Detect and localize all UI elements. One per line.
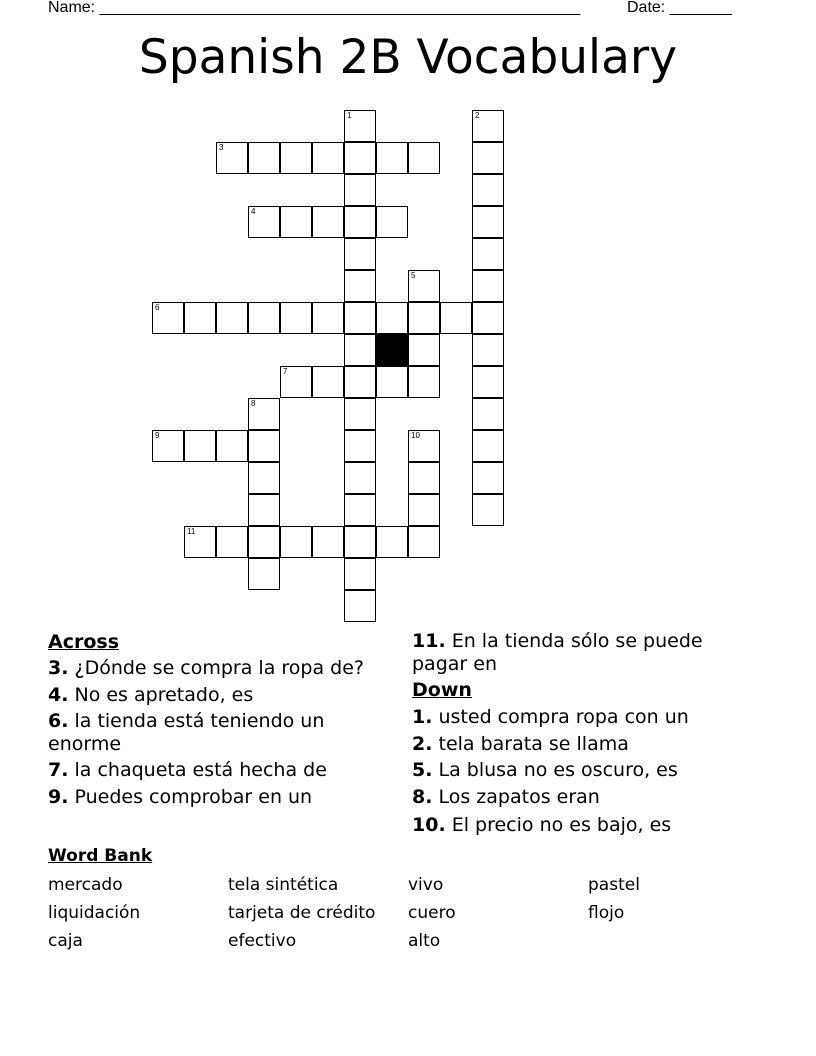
crossword-cell[interactable] xyxy=(248,142,280,174)
word-bank-item: tarjeta de crédito xyxy=(228,903,376,923)
crossword-cell[interactable] xyxy=(472,174,504,206)
word-bank-item: vivo xyxy=(408,875,444,895)
crossword-cell[interactable] xyxy=(312,206,344,238)
crossword-cell[interactable] xyxy=(280,142,312,174)
crossword-cell[interactable] xyxy=(248,558,280,590)
crossword-cell[interactable] xyxy=(472,334,504,366)
clue-number: 2. xyxy=(412,733,433,755)
crossword-cell[interactable] xyxy=(408,430,440,462)
crossword-cell[interactable] xyxy=(216,430,248,462)
clue-number-label: 3 xyxy=(219,143,224,152)
name-field[interactable]: Name: ______________________________________________________ xyxy=(48,0,581,16)
clue-number-label: 8 xyxy=(251,399,256,408)
down-clue xyxy=(412,813,742,838)
clue-text: El precio no es bajo, es xyxy=(445,814,672,836)
word-bank-item: efectivo xyxy=(228,931,297,951)
clue-number: 5. xyxy=(412,759,433,781)
clue-text: En la tienda sólo se puede pagar en xyxy=(412,630,703,675)
clue-number-label: 1 xyxy=(347,111,352,120)
crossword-cell[interactable] xyxy=(216,526,248,558)
crossword-cell[interactable] xyxy=(184,302,216,334)
crossword-cell[interactable] xyxy=(344,558,376,590)
date-field[interactable]: Date: _______ xyxy=(627,0,732,16)
crossword-cell[interactable] xyxy=(344,302,376,334)
across-clue xyxy=(48,785,388,810)
clue-number-label: 10 xyxy=(411,431,420,440)
crossword-cell[interactable] xyxy=(344,430,376,462)
across-clue xyxy=(48,710,388,756)
crossword-cell[interactable] xyxy=(472,110,504,142)
crossword-cell[interactable] xyxy=(344,334,376,366)
crossword-cell[interactable] xyxy=(408,526,440,558)
crossword-cell[interactable] xyxy=(440,302,472,334)
across-clue xyxy=(48,656,388,681)
crossword-cell[interactable] xyxy=(472,142,504,174)
crossword-cell[interactable] xyxy=(376,206,408,238)
crossword-cell[interactable] xyxy=(312,302,344,334)
crossword-cell[interactable] xyxy=(344,174,376,206)
crossword-cell[interactable] xyxy=(344,526,376,558)
page-title: Spanish 2B Vocabulary xyxy=(138,30,678,85)
crossword-cell[interactable] xyxy=(280,526,312,558)
clue-number-label: 2 xyxy=(475,111,480,120)
word-bank-item: mercado xyxy=(48,875,123,895)
clue-number: 1. xyxy=(412,706,433,728)
crossword-cell[interactable] xyxy=(472,238,504,270)
word-bank-item: alto xyxy=(408,931,441,951)
crossword-cell[interactable] xyxy=(408,334,440,366)
crossword-cell[interactable] xyxy=(344,206,376,238)
down-clue xyxy=(412,758,742,783)
down-heading: Down xyxy=(412,679,472,701)
crossword-cell[interactable] xyxy=(216,302,248,334)
crossword-cell[interactable] xyxy=(472,494,504,526)
clue-number: 3. xyxy=(48,657,69,679)
crossword-cell[interactable] xyxy=(344,142,376,174)
clue-text: Puedes comprobar en un xyxy=(68,786,313,808)
clue-number-label: 11 xyxy=(187,527,196,536)
clue-number: 10. xyxy=(412,814,446,836)
crossword-cell[interactable] xyxy=(248,206,280,238)
crossword-cell[interactable] xyxy=(248,462,280,494)
crossword-cell[interactable] xyxy=(152,302,184,334)
clue-text: tela barata se llama xyxy=(432,733,629,755)
crossword-cell[interactable] xyxy=(152,430,184,462)
clue-number-label: 9 xyxy=(155,431,160,440)
crossword-cell[interactable] xyxy=(344,590,376,622)
crossword-cell[interactable] xyxy=(184,526,216,558)
word-bank-item: pastel xyxy=(588,875,640,895)
crossword-cell[interactable] xyxy=(472,430,504,462)
clue-number: 11. xyxy=(412,630,446,652)
across-clue xyxy=(48,758,388,783)
crossword-cell[interactable] xyxy=(472,398,504,430)
clue-number: 4. xyxy=(48,684,69,706)
crossword-cell[interactable] xyxy=(408,302,440,334)
crossword-cell[interactable] xyxy=(248,302,280,334)
crossword-cell[interactable] xyxy=(472,206,504,238)
across-heading: Across xyxy=(48,631,120,653)
clue-number: 7. xyxy=(48,759,69,781)
crossword-cell[interactable] xyxy=(248,398,280,430)
clue-text: ¿Dónde se compra la ropa de? xyxy=(68,657,364,679)
down-clue xyxy=(412,705,742,730)
word-bank-heading: Word Bank xyxy=(48,846,153,866)
clue-number-label: 5 xyxy=(411,271,416,280)
down-clue xyxy=(412,785,742,810)
clue-text: No es apretado, es xyxy=(68,684,254,706)
crossword-cell[interactable] xyxy=(376,526,408,558)
crossword-cell[interactable] xyxy=(280,302,312,334)
clues-left-column xyxy=(48,630,388,810)
crossword-cell[interactable] xyxy=(472,302,504,334)
crossword-cell[interactable] xyxy=(344,366,376,398)
crossword-cell[interactable] xyxy=(408,494,440,526)
clue-text: la tienda está teniendo un enorme xyxy=(48,710,325,755)
word-bank-item: tela sintética xyxy=(228,875,339,895)
crossword-cell[interactable] xyxy=(408,142,440,174)
clue-text: La blusa no es oscuro, es xyxy=(432,759,678,781)
crossword-cell[interactable] xyxy=(312,526,344,558)
clue-number: 6. xyxy=(48,710,69,732)
crossword-cell[interactable] xyxy=(312,142,344,174)
clue-number-label: 6 xyxy=(155,303,160,312)
crossword-cell[interactable] xyxy=(376,366,408,398)
crossword-cell[interactable] xyxy=(376,302,408,334)
black-cell xyxy=(376,334,408,366)
crossword-cell[interactable] xyxy=(344,110,376,142)
crossword-cell[interactable] xyxy=(184,430,216,462)
crossword-cell[interactable] xyxy=(312,366,344,398)
crossword-cell[interactable] xyxy=(344,238,376,270)
clues-right-column xyxy=(412,630,742,838)
crossword-cell[interactable] xyxy=(344,462,376,494)
word-bank-item: cuero xyxy=(408,903,456,923)
crossword-cell[interactable] xyxy=(344,270,376,302)
crossword-cell[interactable] xyxy=(408,366,440,398)
clue-number: 9. xyxy=(48,786,69,808)
crossword-cell[interactable] xyxy=(472,270,504,302)
crossword-cell[interactable] xyxy=(248,430,280,462)
clue-number-label: 7 xyxy=(283,367,288,376)
crossword-cell[interactable] xyxy=(376,142,408,174)
crossword-cell[interactable] xyxy=(408,462,440,494)
clue-text: usted compra ropa con un xyxy=(432,706,689,728)
crossword-cell[interactable] xyxy=(248,494,280,526)
crossword-cell[interactable] xyxy=(472,462,504,494)
word-bank-item: flojo xyxy=(588,903,625,923)
across-clue xyxy=(412,630,742,676)
crossword-cell[interactable] xyxy=(344,494,376,526)
across-clue xyxy=(48,683,388,708)
crossword-cell[interactable] xyxy=(216,142,248,174)
word-bank-item: liquidación xyxy=(48,903,141,923)
clue-text: Los zapatos eran xyxy=(432,786,600,808)
crossword-cell[interactable] xyxy=(248,526,280,558)
crossword-cell[interactable] xyxy=(408,270,440,302)
clue-number-label: 4 xyxy=(251,207,256,216)
crossword-cell[interactable] xyxy=(280,366,312,398)
crossword-cell[interactable] xyxy=(280,206,312,238)
clue-number: 8. xyxy=(412,786,433,808)
down-clue xyxy=(412,732,742,757)
crossword-cell[interactable] xyxy=(472,366,504,398)
clue-text: la chaqueta está hecha de xyxy=(68,759,327,781)
crossword-cell[interactable] xyxy=(344,398,376,430)
word-bank-item: caja xyxy=(48,931,83,951)
